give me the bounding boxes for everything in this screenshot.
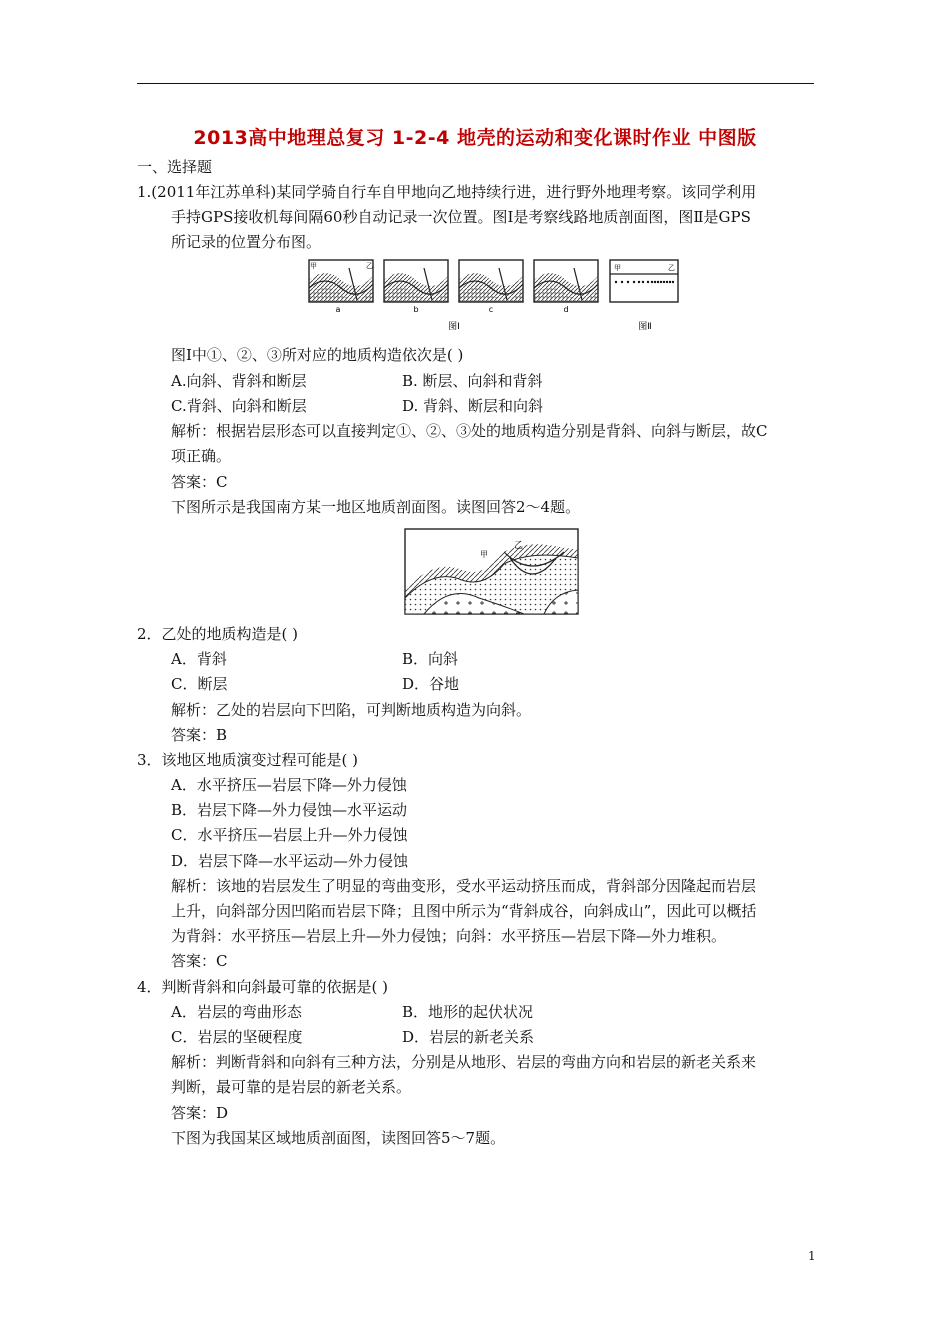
q3-analysis-line3: 为背斜：水平挤压—岩层上升—外力侵蚀；向斜：水平挤压—岩层下降—外力堆积。 (171, 927, 727, 945)
q2-answer: 答案：B (171, 726, 228, 744)
q4-analysis-line1: 解析：判断背斜和向斜有三种方法，分别是从地形、岩层的弯曲方向和岩层的新老关系来 (171, 1053, 757, 1071)
q4-analysis-line2: 判断，最可靠的是岩层的新老关系。 (171, 1078, 412, 1096)
q1-option-b: B. 断层、向斜和背斜 (402, 372, 543, 390)
page-title: 2013高中地理总复习 1-2-4 地壳的运动和变化课时作业 中图版 (193, 127, 757, 149)
q2-option-d: D．谷地 (402, 675, 460, 693)
q1-stem-line1: 1.(2011年江苏单科)某同学骑自行车自甲地向乙地持续行进，进行野外地理考察。该同学利用 (137, 183, 757, 201)
q1-option-a: A.向斜、背斜和断层 (171, 372, 307, 390)
intro-questions-2-4: 下图所示是我国南方某一地区地质剖面图。读图回答2～4题。 (171, 498, 581, 516)
q3-option-a: A．水平挤压—岩层下降—外力侵蚀 (171, 776, 407, 794)
q4-stem: 4．判断背斜和向斜最可靠的依据是( ) (137, 978, 389, 996)
q2-option-a: A．背斜 (171, 650, 227, 668)
fig2-start-label: 甲 (614, 264, 621, 272)
page-number: 1 (808, 1249, 816, 1263)
q1-answer: 答案：C (171, 473, 228, 491)
q3-option-b: B．岩层下降—外力侵蚀—水平运动 (171, 801, 408, 819)
q2-option-c: C．断层 (171, 675, 228, 693)
figure-2-caption: 图Ⅱ (638, 322, 652, 332)
q1-option-c: C.背斜、向斜和断层 (171, 397, 307, 415)
panel-label-c: c (488, 305, 494, 314)
figure-1-caption: 图Ⅰ (448, 322, 460, 332)
q4-option-d: D．岩层的新老关系 (402, 1028, 535, 1046)
header-rule (137, 83, 814, 84)
panel-label-d: d (563, 305, 569, 314)
intro-questions-5-7: 下图为我国某区域地质剖面图，读图回答5～7题。 (171, 1129, 506, 1147)
q2-analysis: 解析：乙处的岩层向下凹陷，可判断地质构造为向斜。 (171, 701, 532, 719)
q4-answer: 答案：D (171, 1104, 229, 1122)
q2-stem: 2．乙处的地质构造是( ) (137, 625, 299, 643)
fig1-start-label: 甲 (310, 262, 317, 270)
q1-question: 图Ⅰ中①、②、③所对应的地质构造依次是( ) (171, 346, 464, 364)
panel-label-a: a (335, 305, 341, 314)
q1-analysis-line2: 项正确。 (171, 447, 232, 465)
panel-label-b: b (413, 305, 419, 314)
q3-analysis-line2: 上升，向斜部分因凹陷而岩层下降；且图中所示为“背斜成谷，向斜成山”，因此可以概括 (171, 902, 757, 920)
fig1-end-label: 乙 (366, 262, 373, 270)
q1-stem-line2: 手持GPS接收机每间隔60秒自动记录一次位置。图Ⅰ是考察线路地质剖面图，图Ⅱ是GPS (171, 208, 751, 226)
q3-answer: 答案：C (171, 952, 228, 970)
figure-geologic-profiles (304, 258, 684, 336)
q3-option-d: D．岩层下降—水平运动—外力侵蚀 (171, 852, 409, 870)
q1-option-d: D. 背斜、断层和向斜 (402, 397, 544, 415)
fig2-label-jia: 甲 (480, 550, 488, 559)
q3-option-c: C．水平挤压—岩层上升—外力侵蚀 (171, 826, 408, 844)
q1-analysis-line1: 解析：根据岩层形态可以直接判定①、②、③处的地质构造分别是背斜、向斜与断层，故C (171, 422, 768, 440)
q2-option-b: B．向斜 (402, 650, 459, 668)
q3-analysis-line1: 解析：该地的岩层发生了明显的弯曲变形，受水平运动挤压而成，背斜部分因隆起而岩层 (171, 877, 757, 895)
fig2-label-yi: 乙 (514, 541, 524, 551)
q4-option-b: B．地形的起伏状况 (402, 1003, 534, 1021)
q1-stem-line3: 所记录的位置分布图。 (171, 233, 322, 251)
q4-option-a: A．岩层的弯曲形态 (171, 1003, 302, 1021)
fig2-end-label: 乙 (668, 264, 675, 272)
q4-option-c: C．岩层的坚硬程度 (171, 1028, 303, 1046)
q3-stem: 3．该地区地质演变过程可能是( ) (137, 751, 359, 769)
section-heading: 一、选择题 (137, 158, 213, 176)
figure-south-china-profile (404, 528, 580, 616)
